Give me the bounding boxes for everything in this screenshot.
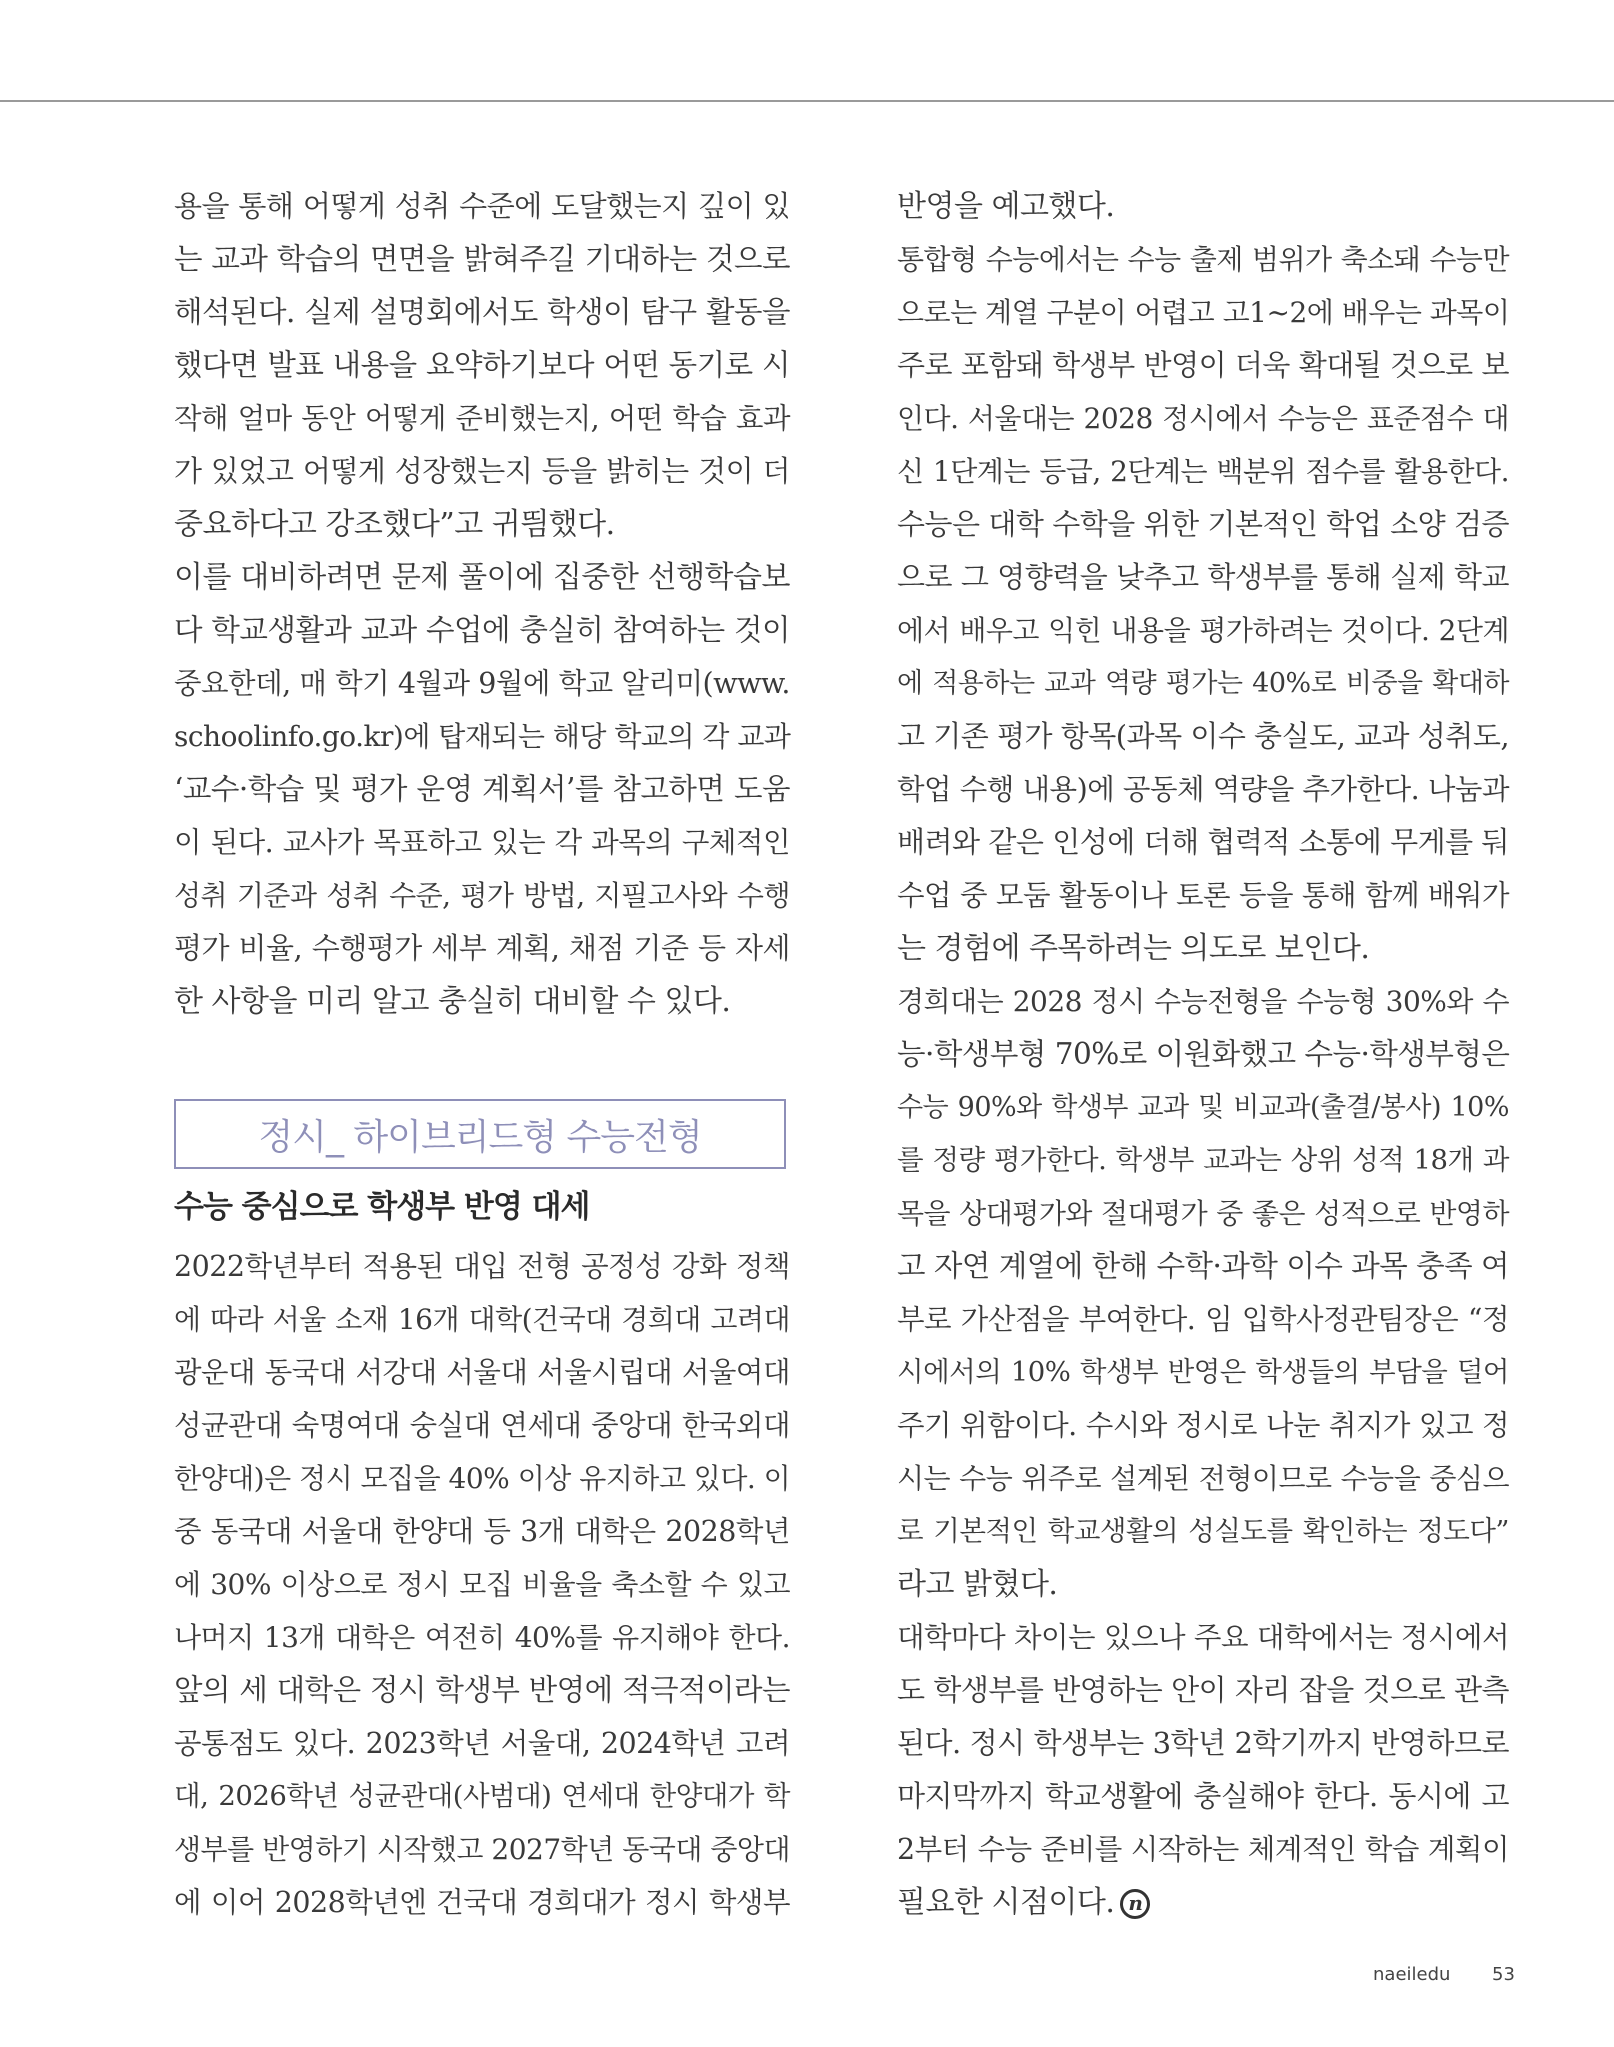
body-line: 는 경험에 주목하려는 의도로 보인다.	[897, 931, 1370, 966]
body-line: 에 30% 이상으로 정시 모집 비율을 축소할 수 있고	[174, 1568, 790, 1601]
left-column-part-a	[174, 180, 790, 1028]
body-line: ‘교수·학습 및 평가 운영 계획서’를 참고하면 도움	[174, 772, 790, 806]
body-line: 학업 수행 내용)에 공동체 역량을 추가한다. 나눔과	[897, 773, 1509, 806]
body-line: 라고 밝혔다.	[897, 1567, 1058, 1602]
body-line: 신 1단계는 등급, 2단계는 백분위 점수를 활용한다.	[897, 455, 1509, 488]
body-line: 수업 중 모둠 활동이나 토론 등을 통해 함께 배워가	[897, 879, 1509, 912]
body-line: 해석된다. 실제 설명회에서도 학생이 탐구 활동을	[174, 295, 790, 329]
body-line: 된다. 정시 학생부는 3학년 2학기까지 반영하므로	[897, 1726, 1509, 1760]
body-line: 로 기본적인 학교생활의 성실도를 확인하는 정도다”	[897, 1515, 1509, 1547]
body-line: 가 있었고 어떻게 성장했는지 등을 밝히는 것이 더	[174, 454, 790, 488]
body-line: 시에서의 10% 학생부 반영은 학생들의 부담을 덜어	[897, 1356, 1509, 1388]
body-line: 마지막까지 학교생활에 충실해야 한다. 동시에 고	[897, 1779, 1509, 1813]
body-line: 앞의 세 대학은 정시 학생부 반영에 적극적이라는	[174, 1673, 790, 1707]
body-line: 나머지 13개 대학은 여전히 40%를 유지해야 한다.	[174, 1621, 790, 1654]
body-line: 으로는 계열 구분이 어렵고 고1~2에 배우는 과목이	[897, 296, 1510, 329]
body-line: 광운대 동국대 서강대 서울대 서울시립대 서울여대	[174, 1356, 790, 1389]
body-line: 수능 90%와 학생부 교과 및 비교과(출결/봉사) 10%	[897, 1092, 1509, 1123]
body-line: 에 따라 서울 소재 16개 대학(건국대 경희대 고려대	[174, 1303, 790, 1336]
body-line: 능·학생부형 70%로 이원화했고 수능·학생부형은	[897, 1037, 1510, 1071]
body-line: 2022학년부터 적용된 대입 전형 공정성 강화 정책	[174, 1250, 790, 1283]
body-line: 에 이어 2028학년엔 건국대 경희대가 정시 학생부	[174, 1886, 790, 1919]
body-line: 수능은 대학 수학을 위한 기본적인 학업 소양 검증	[897, 507, 1509, 541]
top-rule	[0, 100, 1614, 102]
body-line: 에 적용하는 교과 역량 평가는 40%로 비중을 확대하	[897, 668, 1509, 699]
body-line: 통합형 수능에서는 수능 출제 범위가 축소돼 수능만	[897, 243, 1509, 276]
body-line: 이 된다. 교사가 목표하고 있는 각 과목의 구체적인	[174, 826, 790, 859]
body-line-last	[897, 1876, 1509, 1929]
body-line: 작해 얼마 동안 어떻게 준비했는지, 어떤 학습 효과	[174, 402, 790, 435]
body-line: 반영을 예고했다.	[897, 189, 1115, 224]
footer-brand: naeiledu	[1373, 1964, 1451, 1985]
body-line: 이를 대비하려면 문제 풀이에 집중한 선행학습보	[174, 560, 790, 595]
body-line: 중 동국대 서울대 한양대 등 3개 대학은 2028학년	[174, 1515, 790, 1548]
body-line: 성취 기준과 성취 수준, 평가 방법, 지필고사와 수행	[174, 879, 790, 912]
body-line: 목을 상대평가와 절대평가 중 좋은 성적으로 반영하	[897, 1197, 1509, 1230]
body-line: 중요한데, 매 학기 4월과 9월에 학교 알리미(www.	[174, 667, 790, 700]
body-line: 한 사항을 미리 알고 충실히 대비할 수 있다.	[174, 984, 731, 1019]
body-line: schoolinfo.go.kr)에 탑재되는 해당 학교의 각 교과	[174, 720, 791, 753]
body-line: 한양대)은 정시 모집을 40% 이상 유지하고 있다. 이	[174, 1462, 791, 1495]
end-mark-logo-icon: n	[1120, 1889, 1150, 1919]
body-line: 배려와 같은 인성에 더해 협력적 소통에 무게를 둬	[897, 825, 1509, 859]
body-line: 공통점도 있다. 2023학년 서울대, 2024학년 고려	[174, 1727, 790, 1760]
body-line: 를 정량 평가한다. 학생부 교과는 상위 성적 18개 과	[897, 1144, 1509, 1176]
body-line: 고 기존 평가 항목(과목 이수 충실도, 교과 성취도,	[897, 719, 1510, 753]
body-line: 평가 비율, 수행평가 세부 계획, 채점 기준 등 자세	[174, 931, 790, 965]
page-number: 53	[1492, 1964, 1515, 1985]
body-line: 주기 위함이다. 수시와 정시로 나눈 취지가 있고 정	[897, 1409, 1509, 1442]
body-line: 2부터 수능 준비를 시작하는 체계적인 학습 계획이	[897, 1833, 1509, 1866]
body-line: 경희대는 2028 정시 수능전형을 수능형 30%와 수	[897, 985, 1509, 1018]
body-line: 에서 배우고 익힌 내용을 평가하려는 것이다. 2단계	[897, 614, 1509, 647]
right-column	[897, 180, 1509, 1929]
body-line: 는 교과 학습의 면면을 밝혀주길 기대하는 것으로	[174, 242, 790, 276]
body-line: 고 자연 계열에 한해 수학·과학 이수 과목 충족 여	[897, 1249, 1509, 1283]
body-line: 으로 그 영향력을 낮추고 학생부를 통해 실제 학교	[897, 560, 1509, 594]
body-line: 대, 2026학년 성균관대(사범대) 연세대 한양대가 학	[174, 1780, 790, 1812]
body-line: 시는 수능 위주로 설계된 전형이므로 수능을 중심으	[897, 1462, 1509, 1495]
left-column-part-b	[174, 1240, 790, 1929]
section-title: 정시_ 하이브리드형 수능전형	[258, 1116, 702, 1158]
body-line: 성균관대 숙명여대 숭실대 연세대 중앙대 한국외대	[174, 1409, 790, 1442]
body-line: 용을 통해 어떻게 성취 수준에 도달했는지 깊이 있	[174, 189, 790, 223]
body-line: 했다면 발표 내용을 요약하기보다 어떤 동기로 시	[174, 348, 790, 382]
body-line: 인다. 서울대는 2028 정시에서 수능은 표준점수 대	[897, 402, 1509, 435]
body-line: 대학마다 차이는 있으나 주요 대학에서는 정시에서	[897, 1621, 1509, 1654]
body-line: 다 학교생활과 교과 수업에 충실히 참여하는 것이	[174, 613, 790, 647]
body-line: 주로 포함돼 학생부 반영이 더욱 확대될 것으로 보	[897, 348, 1509, 382]
subheading: 수능 중심으로 학생부 반영 대세	[174, 1189, 590, 1225]
body-line: 생부를 반영하기 시작했고 2027학년 동국대 중앙대	[174, 1833, 790, 1866]
section-title-box	[174, 1099, 786, 1169]
body-line: 중요하다고 강조했다”고 귀띔했다.	[174, 507, 615, 542]
body-line-text: 필요한 시점이다.	[897, 1885, 1115, 1920]
body-line: 도 학생부를 반영하는 안이 자리 잡을 것으로 관측	[897, 1673, 1509, 1707]
body-line: 부로 가산점을 부여한다. 임 입학사정관팀장은 “정	[897, 1303, 1509, 1336]
